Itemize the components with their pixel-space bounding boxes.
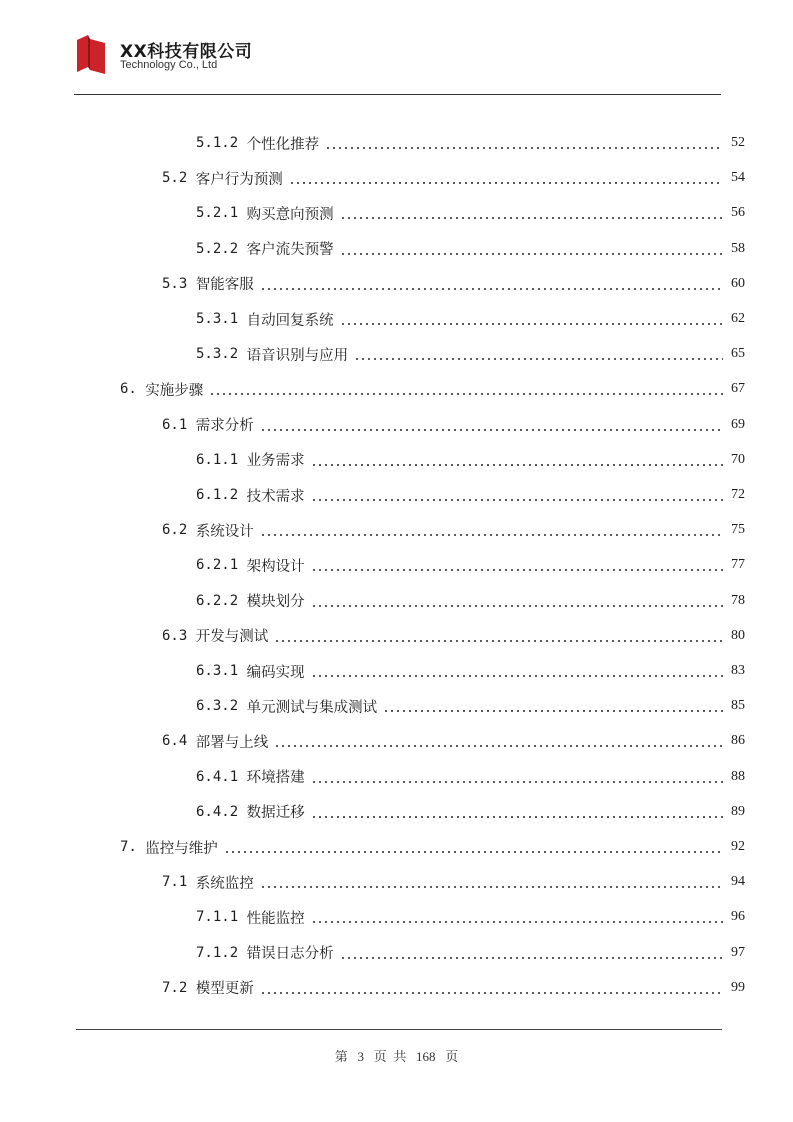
toc-entry-gap (238, 135, 246, 151)
toc-entry-page: 62 (731, 311, 745, 326)
toc-entry-page: 80 (731, 627, 745, 643)
toc-entry-title: 编码实现 (246, 664, 305, 681)
toc-dot-leader (260, 534, 723, 536)
toc-entry-gap (187, 628, 195, 644)
footer-total-pages: 168 (416, 1049, 436, 1064)
toc-entry[interactable] (162, 723, 745, 759)
toc-entry[interactable] (162, 512, 745, 548)
toc-dot-leader (260, 886, 723, 888)
footer-current-page: 3 (357, 1049, 364, 1064)
company-name: XX科技有限公司 (120, 42, 253, 62)
toc-entry[interactable] (162, 970, 745, 1006)
toc-dot-leader (340, 323, 723, 325)
toc-entry-title: 监控与维护 (145, 840, 218, 857)
toc-entry-gap (187, 733, 195, 749)
toc-entry-title: 智能客服 (195, 277, 254, 294)
toc-entry-page: 60 (731, 275, 745, 291)
toc-entry-title: 客户行为预测 (195, 171, 283, 188)
toc-entry-gap (238, 487, 246, 503)
toc-entry-page: 86 (731, 733, 745, 749)
company-subtitle: Technology Co., Ltd (120, 59, 218, 71)
toc-dot-leader (260, 992, 723, 994)
toc-entry-title: 客户流失预警 (246, 242, 334, 259)
toc-entry-gap (238, 452, 246, 468)
toc-dot-leader (311, 921, 723, 923)
toc-entry-page: 69 (731, 416, 745, 432)
toc-entry-gap (187, 874, 195, 890)
toc-entry[interactable] (162, 618, 745, 654)
toc-entry-page: 75 (731, 522, 745, 538)
toc-entry[interactable] (196, 231, 745, 267)
toc-entry-number: 6.2 (162, 522, 188, 539)
toc-entry-title: 语音识别与应用 (246, 347, 349, 364)
toc-entry-number: 6.3 (162, 627, 188, 644)
toc-entry-page: 56 (731, 205, 745, 221)
toc-entry[interactable] (196, 688, 745, 724)
toc-entry-gap (187, 276, 195, 292)
toc-entry-page: 78 (731, 592, 745, 608)
toc-entry-gap (187, 522, 195, 538)
toc-entry-number: 5.1.2 (196, 135, 239, 151)
toc-dot-leader (311, 464, 723, 466)
toc-entry-number: 6.1.1 (196, 451, 239, 468)
toc-dot-leader (340, 253, 723, 255)
toc-entry-number: 6.1.2 (196, 487, 239, 503)
toc-entry-number: 6.4.1 (196, 768, 239, 785)
toc-entry-gap (137, 839, 145, 855)
toc-entry-number: 6.2.2 (196, 592, 239, 609)
toc-dot-leader (311, 499, 723, 501)
footer-divider (76, 1029, 722, 1030)
toc-entry-title: 需求分析 (195, 418, 254, 435)
toc-dot-leader (311, 816, 723, 818)
toc-entry[interactable] (196, 195, 745, 231)
toc-entry-number: 5.3.2 (196, 346, 239, 363)
toc-entry[interactable] (162, 160, 745, 196)
toc-entry-title: 业务需求 (246, 453, 305, 470)
toc-entry-title: 系统设计 (195, 523, 254, 540)
toc-entry[interactable] (120, 829, 745, 865)
page-footer (0, 1046, 793, 1065)
toc-entry-page: 58 (731, 240, 745, 256)
toc-entry-title: 自动回复系统 (246, 312, 334, 329)
toc-dot-leader (260, 288, 723, 290)
toc-entry-title: 模块划分 (246, 594, 305, 611)
toc-entry-gap (238, 205, 246, 221)
toc-entry[interactable] (196, 759, 745, 795)
toc-entry-number: 7.1.1 (196, 909, 239, 926)
toc-entry-page: 92 (731, 839, 745, 854)
toc-entry-gap (238, 698, 246, 714)
toc-dot-leader (260, 429, 723, 431)
toc-entry-number: 5.2 (162, 170, 188, 187)
toc-entry-gap (238, 663, 246, 679)
toc-dot-leader (311, 569, 723, 571)
toc-entry-title: 部署与上线 (195, 734, 269, 751)
toc-entry-number: 7.2 (162, 979, 188, 996)
toc-entry-number: 6.2.1 (196, 557, 239, 574)
toc-entry-gap (238, 311, 246, 327)
footer-middle: 页 共 (373, 1049, 407, 1064)
toc-entry[interactable] (162, 407, 745, 443)
toc-entry-page: 65 (731, 346, 745, 362)
toc-entry-page: 70 (731, 451, 745, 467)
toc-entry-title: 购买意向预测 (246, 206, 334, 223)
toc-entry[interactable] (196, 935, 745, 971)
toc-entry-number: 6.3.1 (196, 663, 239, 679)
toc-entry-gap (187, 170, 195, 186)
toc-entry-gap (238, 241, 246, 257)
toc-entry-gap (238, 557, 246, 573)
toc-dot-leader (274, 640, 723, 642)
toc-entry-page: 96 (731, 909, 745, 925)
toc-entry-number: 7. (120, 839, 137, 855)
toc-entry-gap (238, 945, 246, 961)
toc-entry-gap (238, 769, 246, 785)
toc-entry-title: 性能监控 (246, 910, 305, 927)
toc-entry[interactable] (162, 266, 745, 302)
toc-entry[interactable] (196, 653, 745, 689)
toc-entry[interactable] (196, 125, 745, 161)
toc-entry[interactable] (196, 583, 745, 619)
toc-entry-page: 83 (731, 663, 745, 678)
toc-entry[interactable] (196, 794, 745, 830)
toc-entry-number: 7.1 (162, 874, 188, 891)
toc-entry-page: 77 (731, 557, 745, 573)
toc-entry[interactable] (120, 371, 745, 407)
toc-dot-leader (383, 710, 723, 712)
toc-entry-title: 系统监控 (195, 875, 254, 892)
toc-entry-number: 6.1 (162, 416, 188, 433)
toc-entry-page: 72 (731, 487, 745, 502)
toc-entry-page: 85 (731, 698, 745, 714)
toc-entry-number: 5.3.1 (196, 311, 239, 327)
toc-entry-page: 88 (731, 768, 745, 784)
toc-entry-title: 模型更新 (195, 981, 254, 998)
toc-dot-leader (209, 393, 723, 395)
toc-entry-page: 94 (731, 874, 745, 890)
toc-entry[interactable] (196, 899, 745, 935)
toc-entry-title: 环境搭建 (246, 770, 305, 787)
toc-entry-page: 52 (731, 135, 745, 150)
toc-entry-gap (238, 593, 246, 609)
toc-entry-number: 6.4 (162, 733, 188, 750)
toc-entry-number: 6. (120, 381, 137, 398)
toc-entry-gap (137, 381, 145, 397)
toc-entry-number: 5.2.2 (196, 240, 239, 257)
toc-dot-leader (289, 182, 723, 184)
toc-entry-title: 架构设计 (246, 558, 305, 575)
toc-entry-number: 6.4.2 (196, 803, 239, 820)
toc-dot-leader (224, 851, 723, 853)
toc-entry[interactable] (196, 301, 745, 337)
toc-dot-leader (311, 605, 723, 607)
toc-entry-gap (238, 804, 246, 820)
footer-prefix: 第 (334, 1049, 348, 1064)
toc-entry-gap (187, 417, 195, 433)
toc-entry[interactable] (196, 336, 745, 372)
toc-entry-title: 技术需求 (246, 488, 305, 505)
header-divider (74, 94, 721, 95)
toc-dot-leader (354, 358, 723, 360)
toc-dot-leader (311, 781, 723, 783)
toc-entry-page: 54 (731, 170, 745, 186)
toc-entry-title: 错误日志分析 (246, 946, 334, 963)
toc-entry-number: 7.1.2 (196, 944, 239, 961)
toc-entry-number: 5.3 (162, 275, 188, 292)
toc-entry-title: 数据迁移 (246, 805, 305, 822)
toc-dot-leader (325, 147, 723, 149)
toc-entry-page: 67 (731, 381, 745, 397)
toc-entry-title: 单元测试与集成测试 (246, 699, 378, 716)
toc-entry-gap (238, 909, 246, 925)
toc-dot-leader (274, 745, 723, 747)
toc-entry-page: 97 (731, 944, 745, 960)
toc-dot-leader (340, 957, 723, 959)
company-logo-icon (74, 34, 108, 74)
toc-entry-page: 99 (731, 979, 745, 995)
toc-entry-gap (238, 346, 246, 362)
footer-suffix: 页 (445, 1049, 459, 1064)
toc-entry-title: 实施步骤 (145, 382, 204, 399)
toc-entry-title: 开发与测试 (195, 629, 269, 646)
toc-entry-title: 个性化推荐 (246, 136, 320, 153)
toc-entry[interactable] (196, 442, 745, 478)
toc-entry-number: 5.2.1 (196, 205, 239, 222)
toc-entry[interactable] (196, 547, 745, 583)
toc-entry[interactable] (196, 477, 745, 513)
toc-entry-page: 89 (731, 803, 745, 819)
toc-entry-gap (187, 980, 195, 996)
toc-entry-number: 6.3.2 (196, 698, 239, 715)
toc-entry[interactable] (162, 864, 745, 900)
toc-dot-leader (340, 217, 723, 219)
toc-dot-leader (311, 675, 723, 677)
